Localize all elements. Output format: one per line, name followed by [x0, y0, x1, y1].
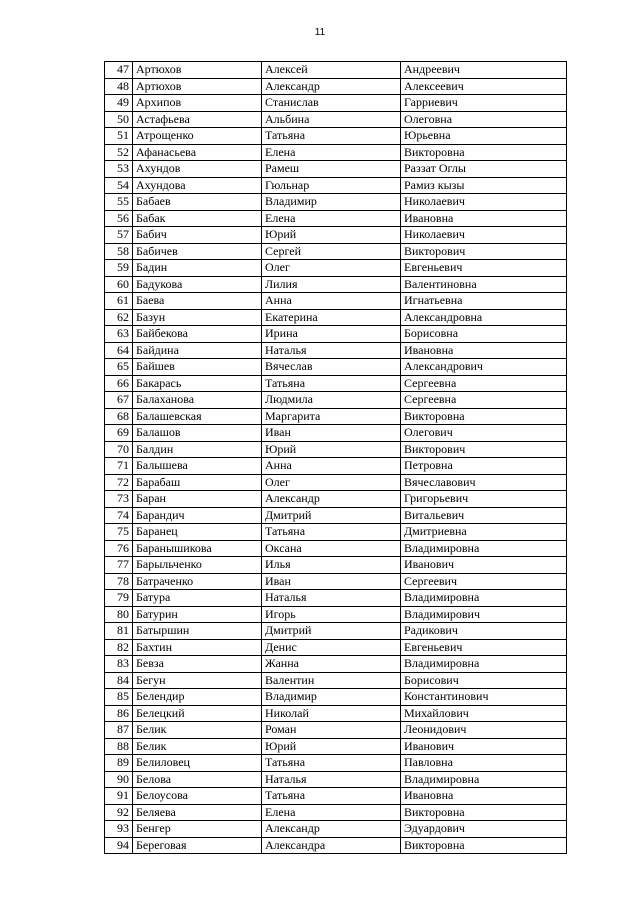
- table-row: [105, 95, 567, 112]
- table-row: [105, 144, 567, 161]
- row-number-cell: 70: [105, 441, 133, 458]
- patronymic-cell: Викторович: [401, 243, 567, 260]
- last-name-cell: Бадукова: [133, 276, 262, 293]
- first-name-cell: Дмитрий: [262, 507, 401, 524]
- row-number-cell: 88: [105, 738, 133, 755]
- last-name-cell: Ахундов: [133, 161, 262, 178]
- row-number-cell: 67: [105, 392, 133, 409]
- last-name-cell: Балдин: [133, 441, 262, 458]
- patronymic-cell: Александровна: [401, 309, 567, 326]
- table-row: [105, 672, 567, 689]
- table-row: [105, 837, 567, 854]
- row-number-cell: 91: [105, 788, 133, 805]
- last-name-cell: Барабаш: [133, 474, 262, 491]
- first-name-cell: Татьяна: [262, 755, 401, 772]
- table-row: [105, 573, 567, 590]
- row-number-cell: 79: [105, 590, 133, 607]
- patronymic-cell: Владимировна: [401, 656, 567, 673]
- last-name-cell: Бакарась: [133, 375, 262, 392]
- table-row: [105, 606, 567, 623]
- patronymic-cell: Ивановна: [401, 342, 567, 359]
- first-name-cell: Илья: [262, 557, 401, 574]
- first-name-cell: Людмила: [262, 392, 401, 409]
- table-row: [105, 425, 567, 442]
- patronymic-cell: Гарриевич: [401, 95, 567, 112]
- table-row: [105, 260, 567, 277]
- first-name-cell: Наталья: [262, 342, 401, 359]
- last-name-cell: Барыльченко: [133, 557, 262, 574]
- last-name-cell: Белик: [133, 722, 262, 739]
- row-number-cell: 75: [105, 524, 133, 541]
- row-number-cell: 62: [105, 309, 133, 326]
- table-row: [105, 656, 567, 673]
- row-number-cell: 49: [105, 95, 133, 112]
- table-row: [105, 276, 567, 293]
- patronymic-cell: Владимировна: [401, 771, 567, 788]
- patronymic-cell: Николаевич: [401, 227, 567, 244]
- patronymic-cell: Олегович: [401, 425, 567, 442]
- table-row: [105, 590, 567, 607]
- last-name-cell: Балышева: [133, 458, 262, 475]
- last-name-cell: Бегун: [133, 672, 262, 689]
- first-name-cell: Маргарита: [262, 408, 401, 425]
- table-row: [105, 342, 567, 359]
- patronymic-cell: Дмитриевна: [401, 524, 567, 541]
- row-number-cell: 82: [105, 639, 133, 656]
- first-name-cell: Иван: [262, 425, 401, 442]
- last-name-cell: Баран: [133, 491, 262, 508]
- table-row: [105, 309, 567, 326]
- table-row: [105, 293, 567, 310]
- patronymic-cell: Павловна: [401, 755, 567, 772]
- first-name-cell: Оксана: [262, 540, 401, 557]
- patronymic-cell: Александрович: [401, 359, 567, 376]
- first-name-cell: Жанна: [262, 656, 401, 673]
- last-name-cell: Баева: [133, 293, 262, 310]
- table-row: [105, 738, 567, 755]
- patronymic-cell: Андреевич: [401, 62, 567, 79]
- row-number-cell: 73: [105, 491, 133, 508]
- first-name-cell: Станислав: [262, 95, 401, 112]
- patronymic-cell: Евгеньевич: [401, 260, 567, 277]
- table-row: [105, 524, 567, 541]
- first-name-cell: Владимир: [262, 194, 401, 211]
- table-row: [105, 227, 567, 244]
- table-row: [105, 689, 567, 706]
- row-number-cell: 48: [105, 78, 133, 95]
- table-row: [105, 821, 567, 838]
- row-number-cell: 93: [105, 821, 133, 838]
- row-number-cell: 68: [105, 408, 133, 425]
- row-number-cell: 77: [105, 557, 133, 574]
- table-row: [105, 788, 567, 805]
- last-name-cell: Бабичев: [133, 243, 262, 260]
- table-row: [105, 161, 567, 178]
- last-name-cell: Береговая: [133, 837, 262, 854]
- first-name-cell: Татьяна: [262, 375, 401, 392]
- last-name-cell: Белецкий: [133, 705, 262, 722]
- table-row: [105, 326, 567, 343]
- first-name-cell: Вячеслав: [262, 359, 401, 376]
- row-number-cell: 74: [105, 507, 133, 524]
- table-row: [105, 705, 567, 722]
- last-name-cell: Бевза: [133, 656, 262, 673]
- row-number-cell: 54: [105, 177, 133, 194]
- last-name-cell: Балаханова: [133, 392, 262, 409]
- table-row: [105, 128, 567, 145]
- last-name-cell: Балашов: [133, 425, 262, 442]
- first-name-cell: Денис: [262, 639, 401, 656]
- last-name-cell: Базун: [133, 309, 262, 326]
- first-name-cell: Гюльнар: [262, 177, 401, 194]
- patronymic-cell: Алексеевич: [401, 78, 567, 95]
- last-name-cell: Батура: [133, 590, 262, 607]
- row-number-cell: 92: [105, 804, 133, 821]
- first-name-cell: Рамеш: [262, 161, 401, 178]
- table-row: [105, 210, 567, 227]
- first-name-cell: Владимир: [262, 689, 401, 706]
- patronymic-cell: Викторовна: [401, 837, 567, 854]
- first-name-cell: Александр: [262, 491, 401, 508]
- patronymic-cell: Владимировна: [401, 590, 567, 607]
- patronymic-cell: Михайлович: [401, 705, 567, 722]
- last-name-cell: Беляева: [133, 804, 262, 821]
- table-row: [105, 408, 567, 425]
- page-number: 11: [314, 27, 326, 38]
- row-number-cell: 58: [105, 243, 133, 260]
- table-row: [105, 111, 567, 128]
- first-name-cell: Юрий: [262, 441, 401, 458]
- last-name-cell: Байдина: [133, 342, 262, 359]
- table-row: [105, 722, 567, 739]
- last-name-cell: Бенгер: [133, 821, 262, 838]
- row-number-cell: 64: [105, 342, 133, 359]
- row-number-cell: 65: [105, 359, 133, 376]
- first-name-cell: Сергей: [262, 243, 401, 260]
- last-name-cell: Артюхов: [133, 62, 262, 79]
- patronymic-cell: Сергеевна: [401, 375, 567, 392]
- last-name-cell: Байшев: [133, 359, 262, 376]
- first-name-cell: Татьяна: [262, 788, 401, 805]
- table-row: [105, 540, 567, 557]
- patronymic-cell: Викторовна: [401, 144, 567, 161]
- first-name-cell: Игорь: [262, 606, 401, 623]
- first-name-cell: Лилия: [262, 276, 401, 293]
- table-row: [105, 474, 567, 491]
- first-name-cell: Александр: [262, 78, 401, 95]
- patronymic-cell: Раззат Оглы: [401, 161, 567, 178]
- table-row: [105, 771, 567, 788]
- patronymic-cell: Николаевич: [401, 194, 567, 211]
- row-number-cell: 52: [105, 144, 133, 161]
- patronymic-cell: Витальевич: [401, 507, 567, 524]
- first-name-cell: Олег: [262, 474, 401, 491]
- table-row: [105, 507, 567, 524]
- patronymic-cell: Викторовна: [401, 408, 567, 425]
- patronymic-cell: Рамиз кызы: [401, 177, 567, 194]
- last-name-cell: Белиловец: [133, 755, 262, 772]
- row-number-cell: 81: [105, 623, 133, 640]
- last-name-cell: Байбекова: [133, 326, 262, 343]
- table-row: [105, 557, 567, 574]
- row-number-cell: 60: [105, 276, 133, 293]
- first-name-cell: Алексей: [262, 62, 401, 79]
- first-name-cell: Юрий: [262, 738, 401, 755]
- row-number-cell: 76: [105, 540, 133, 557]
- table-row: [105, 392, 567, 409]
- first-name-cell: Анна: [262, 293, 401, 310]
- row-number-cell: 85: [105, 689, 133, 706]
- patronymic-cell: Сергеевич: [401, 573, 567, 590]
- table-row: [105, 359, 567, 376]
- patronymic-cell: Олеговна: [401, 111, 567, 128]
- last-name-cell: Ахундова: [133, 177, 262, 194]
- first-name-cell: Юрий: [262, 227, 401, 244]
- first-name-cell: Екатерина: [262, 309, 401, 326]
- table-row: [105, 639, 567, 656]
- last-name-cell: Баранец: [133, 524, 262, 541]
- first-name-cell: Альбина: [262, 111, 401, 128]
- table-row: [105, 194, 567, 211]
- last-name-cell: Белоусова: [133, 788, 262, 805]
- row-number-cell: 59: [105, 260, 133, 277]
- row-number-cell: 78: [105, 573, 133, 590]
- first-name-cell: Иван: [262, 573, 401, 590]
- first-name-cell: Александра: [262, 837, 401, 854]
- first-name-cell: Анна: [262, 458, 401, 475]
- first-name-cell: Татьяна: [262, 524, 401, 541]
- last-name-cell: Атрощенко: [133, 128, 262, 145]
- last-name-cell: Батыршин: [133, 623, 262, 640]
- table-row: [105, 78, 567, 95]
- table-row: [105, 375, 567, 392]
- first-name-cell: Олег: [262, 260, 401, 277]
- last-name-cell: Афанасьева: [133, 144, 262, 161]
- row-number-cell: 61: [105, 293, 133, 310]
- last-name-cell: Балашевская: [133, 408, 262, 425]
- patronymic-cell: Владимировна: [401, 540, 567, 557]
- row-number-cell: 63: [105, 326, 133, 343]
- first-name-cell: Татьяна: [262, 128, 401, 145]
- row-number-cell: 51: [105, 128, 133, 145]
- first-name-cell: Александр: [262, 821, 401, 838]
- row-number-cell: 55: [105, 194, 133, 211]
- row-number-cell: 72: [105, 474, 133, 491]
- patronymic-cell: Викторович: [401, 441, 567, 458]
- patronymic-cell: Радикович: [401, 623, 567, 640]
- row-number-cell: 80: [105, 606, 133, 623]
- row-number-cell: 47: [105, 62, 133, 79]
- patronymic-cell: Леонидович: [401, 722, 567, 739]
- last-name-cell: Бабич: [133, 227, 262, 244]
- patronymic-cell: Валентиновна: [401, 276, 567, 293]
- patronymic-cell: Эдуардович: [401, 821, 567, 838]
- first-name-cell: Елена: [262, 804, 401, 821]
- last-name-cell: Баранышикова: [133, 540, 262, 557]
- last-name-cell: Бахтин: [133, 639, 262, 656]
- patronymic-cell: Петровна: [401, 458, 567, 475]
- patronymic-cell: Ивановна: [401, 788, 567, 805]
- patronymic-cell: Игнатьевна: [401, 293, 567, 310]
- patronymic-cell: Григорьевич: [401, 491, 567, 508]
- table-row: [105, 623, 567, 640]
- row-number-cell: 90: [105, 771, 133, 788]
- first-name-cell: Дмитрий: [262, 623, 401, 640]
- row-number-cell: 57: [105, 227, 133, 244]
- last-name-cell: Батраченко: [133, 573, 262, 590]
- row-number-cell: 89: [105, 755, 133, 772]
- last-name-cell: Астафьева: [133, 111, 262, 128]
- last-name-cell: Белендир: [133, 689, 262, 706]
- patronymic-cell: Ивановна: [401, 210, 567, 227]
- table-row: [105, 177, 567, 194]
- row-number-cell: 83: [105, 656, 133, 673]
- row-number-cell: 50: [105, 111, 133, 128]
- patronymic-cell: Борисович: [401, 672, 567, 689]
- name-list-table: [104, 61, 567, 854]
- table-row: [105, 491, 567, 508]
- row-number-cell: 66: [105, 375, 133, 392]
- row-number-cell: 86: [105, 705, 133, 722]
- patronymic-cell: Юрьевна: [401, 128, 567, 145]
- first-name-cell: Роман: [262, 722, 401, 739]
- row-number-cell: 53: [105, 161, 133, 178]
- name-list-body: [105, 62, 567, 854]
- patronymic-cell: Вячеславович: [401, 474, 567, 491]
- first-name-cell: Елена: [262, 144, 401, 161]
- first-name-cell: Николай: [262, 705, 401, 722]
- first-name-cell: Елена: [262, 210, 401, 227]
- patronymic-cell: Иванович: [401, 738, 567, 755]
- row-number-cell: 56: [105, 210, 133, 227]
- last-name-cell: Белова: [133, 771, 262, 788]
- last-name-cell: Батурин: [133, 606, 262, 623]
- last-name-cell: Бабак: [133, 210, 262, 227]
- table-row: [105, 458, 567, 475]
- row-number-cell: 71: [105, 458, 133, 475]
- table-row: [105, 243, 567, 260]
- table-row: [105, 804, 567, 821]
- table-row: [105, 755, 567, 772]
- row-number-cell: 69: [105, 425, 133, 442]
- row-number-cell: 94: [105, 837, 133, 854]
- table-row: [105, 62, 567, 79]
- patronymic-cell: Константинович: [401, 689, 567, 706]
- first-name-cell: Наталья: [262, 771, 401, 788]
- last-name-cell: Бабаев: [133, 194, 262, 211]
- last-name-cell: Бадин: [133, 260, 262, 277]
- patronymic-cell: Евгеньевич: [401, 639, 567, 656]
- table-row: [105, 441, 567, 458]
- last-name-cell: Архипов: [133, 95, 262, 112]
- last-name-cell: Белик: [133, 738, 262, 755]
- patronymic-cell: Борисовна: [401, 326, 567, 343]
- first-name-cell: Валентин: [262, 672, 401, 689]
- last-name-cell: Артюхов: [133, 78, 262, 95]
- patronymic-cell: Викторовна: [401, 804, 567, 821]
- row-number-cell: 84: [105, 672, 133, 689]
- row-number-cell: 87: [105, 722, 133, 739]
- patronymic-cell: Владимирович: [401, 606, 567, 623]
- last-name-cell: Барандич: [133, 507, 262, 524]
- first-name-cell: Ирина: [262, 326, 401, 343]
- patronymic-cell: Сергеевна: [401, 392, 567, 409]
- first-name-cell: Наталья: [262, 590, 401, 607]
- patronymic-cell: Иванович: [401, 557, 567, 574]
